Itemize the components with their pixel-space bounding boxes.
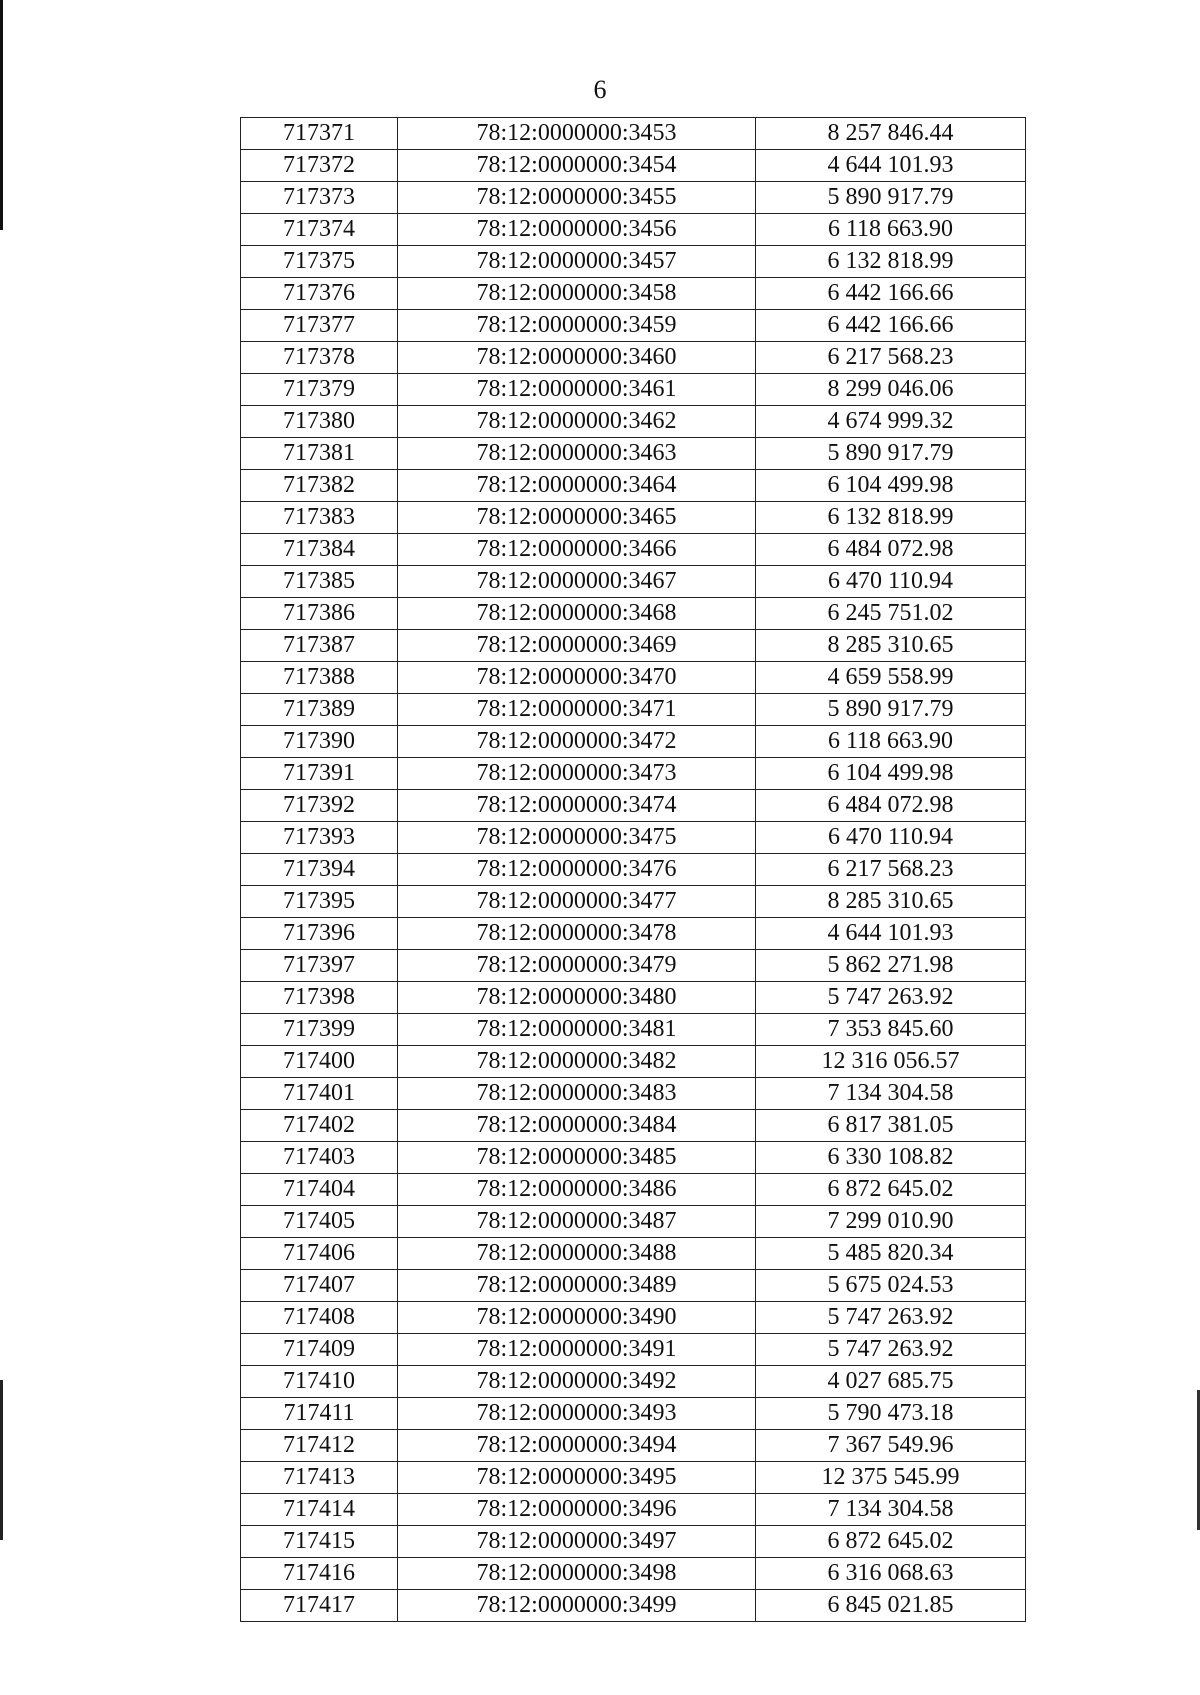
value-cell: 8 257 846.44: [756, 118, 1026, 150]
value-cell: 5 747 263.92: [756, 982, 1026, 1014]
value-cell: 6 217 568.23: [756, 342, 1026, 374]
cadastral-number-cell: 78:12:0000000:3470: [398, 662, 756, 694]
cadastral-number-cell: 78:12:0000000:3465: [398, 502, 756, 534]
value-cell: 5 890 917.79: [756, 182, 1026, 214]
table-row: [241, 854, 1026, 886]
cadastral-number-cell: 78:12:0000000:3454: [398, 150, 756, 182]
table-row: [241, 342, 1026, 374]
table-row: [241, 470, 1026, 502]
value-cell: 6 872 645.02: [756, 1526, 1026, 1558]
record-number-cell: 717416: [241, 1558, 398, 1590]
value-cell: 7 134 304.58: [756, 1494, 1026, 1526]
table-row: [241, 118, 1026, 150]
value-cell: 6 118 663.90: [756, 214, 1026, 246]
value-cell: 4 644 101.93: [756, 918, 1026, 950]
record-number-cell: 717400: [241, 1046, 398, 1078]
cadastral-number-cell: 78:12:0000000:3488: [398, 1238, 756, 1270]
cadastral-number-cell: 78:12:0000000:3458: [398, 278, 756, 310]
record-number-cell: 717374: [241, 214, 398, 246]
cadastral-number-cell: 78:12:0000000:3472: [398, 726, 756, 758]
scan-edge-mark: [0, 0, 3, 230]
records-table-body: [241, 118, 1026, 1622]
record-number-cell: 717396: [241, 918, 398, 950]
value-cell: 5 790 473.18: [756, 1398, 1026, 1430]
record-number-cell: 717387: [241, 630, 398, 662]
record-number-cell: 717376: [241, 278, 398, 310]
record-number-cell: 717406: [241, 1238, 398, 1270]
record-number-cell: 717407: [241, 1270, 398, 1302]
cadastral-number-cell: 78:12:0000000:3487: [398, 1206, 756, 1238]
value-cell: 6 104 499.98: [756, 758, 1026, 790]
record-number-cell: 717378: [241, 342, 398, 374]
cadastral-number-cell: 78:12:0000000:3490: [398, 1302, 756, 1334]
record-number-cell: 717415: [241, 1526, 398, 1558]
value-cell: 6 245 751.02: [756, 598, 1026, 630]
table-row: [241, 502, 1026, 534]
value-cell: 6 442 166.66: [756, 310, 1026, 342]
cadastral-number-cell: 78:12:0000000:3485: [398, 1142, 756, 1174]
record-number-cell: 717401: [241, 1078, 398, 1110]
cadastral-number-cell: 78:12:0000000:3469: [398, 630, 756, 662]
table-row: [241, 982, 1026, 1014]
table-row: [241, 1334, 1026, 1366]
table-row: [241, 1398, 1026, 1430]
record-number-cell: 717403: [241, 1142, 398, 1174]
cadastral-number-cell: 78:12:0000000:3499: [398, 1590, 756, 1622]
page-number: 6: [593, 75, 607, 104]
table-row: [241, 1270, 1026, 1302]
record-number-cell: 717372: [241, 150, 398, 182]
cadastral-number-cell: 78:12:0000000:3494: [398, 1430, 756, 1462]
table-row: [241, 1590, 1026, 1622]
record-number-cell: 717404: [241, 1174, 398, 1206]
value-cell: 12 375 545.99: [756, 1462, 1026, 1494]
value-cell: 6 217 568.23: [756, 854, 1026, 886]
record-number-cell: 717412: [241, 1430, 398, 1462]
record-number-cell: 717391: [241, 758, 398, 790]
value-cell: 6 330 108.82: [756, 1142, 1026, 1174]
cadastral-number-cell: 78:12:0000000:3481: [398, 1014, 756, 1046]
cadastral-number-cell: 78:12:0000000:3460: [398, 342, 756, 374]
record-number-cell: 717384: [241, 534, 398, 566]
record-number-cell: 717392: [241, 790, 398, 822]
value-cell: 6 845 021.85: [756, 1590, 1026, 1622]
record-number-cell: 717380: [241, 406, 398, 438]
value-cell: 4 644 101.93: [756, 150, 1026, 182]
record-number-cell: 717413: [241, 1462, 398, 1494]
table-row: [241, 1142, 1026, 1174]
table-row: [241, 1110, 1026, 1142]
cadastral-number-cell: 78:12:0000000:3473: [398, 758, 756, 790]
table-row: [241, 1238, 1026, 1270]
cadastral-number-cell: 78:12:0000000:3483: [398, 1078, 756, 1110]
cadastral-number-cell: 78:12:0000000:3462: [398, 406, 756, 438]
table-row: [241, 694, 1026, 726]
table-row: [241, 310, 1026, 342]
cadastral-number-cell: 78:12:0000000:3467: [398, 566, 756, 598]
record-number-cell: 717383: [241, 502, 398, 534]
record-number-cell: 717411: [241, 1398, 398, 1430]
value-cell: 6 316 068.63: [756, 1558, 1026, 1590]
record-number-cell: 717389: [241, 694, 398, 726]
table-row: [241, 630, 1026, 662]
table-row: [241, 918, 1026, 950]
table-row: [241, 182, 1026, 214]
record-number-cell: 717377: [241, 310, 398, 342]
cadastral-number-cell: 78:12:0000000:3459: [398, 310, 756, 342]
value-cell: 4 659 558.99: [756, 662, 1026, 694]
value-cell: 6 484 072.98: [756, 534, 1026, 566]
record-number-cell: 717408: [241, 1302, 398, 1334]
value-cell: 6 817 381.05: [756, 1110, 1026, 1142]
record-number-cell: 717375: [241, 246, 398, 278]
table-row: [241, 1014, 1026, 1046]
value-cell: 6 132 818.99: [756, 246, 1026, 278]
record-number-cell: 717395: [241, 886, 398, 918]
table-row: [241, 1494, 1026, 1526]
record-number-cell: 717390: [241, 726, 398, 758]
cadastral-number-cell: 78:12:0000000:3492: [398, 1366, 756, 1398]
record-number-cell: 717388: [241, 662, 398, 694]
cadastral-number-cell: 78:12:0000000:3466: [398, 534, 756, 566]
value-cell: 8 285 310.65: [756, 886, 1026, 918]
value-cell: 6 118 663.90: [756, 726, 1026, 758]
table-row: [241, 534, 1026, 566]
cadastral-number-cell: 78:12:0000000:3489: [398, 1270, 756, 1302]
cadastral-number-cell: 78:12:0000000:3497: [398, 1526, 756, 1558]
value-cell: 8 285 310.65: [756, 630, 1026, 662]
table-row: [241, 278, 1026, 310]
table-row: [241, 374, 1026, 406]
table-row: [241, 246, 1026, 278]
value-cell: 5 890 917.79: [756, 694, 1026, 726]
value-cell: 5 747 263.92: [756, 1334, 1026, 1366]
cadastral-number-cell: 78:12:0000000:3480: [398, 982, 756, 1014]
value-cell: 5 675 024.53: [756, 1270, 1026, 1302]
value-cell: 6 104 499.98: [756, 470, 1026, 502]
table-row: [241, 1430, 1026, 1462]
record-number-cell: 717402: [241, 1110, 398, 1142]
record-number-cell: 717371: [241, 118, 398, 150]
table-row: [241, 1206, 1026, 1238]
record-number-cell: 717414: [241, 1494, 398, 1526]
cadastral-number-cell: 78:12:0000000:3493: [398, 1398, 756, 1430]
cadastral-number-cell: 78:12:0000000:3479: [398, 950, 756, 982]
table-row: [241, 950, 1026, 982]
scan-edge-mark: [0, 1380, 3, 1540]
cadastral-number-cell: 78:12:0000000:3498: [398, 1558, 756, 1590]
table-row: [241, 566, 1026, 598]
record-number-cell: 717398: [241, 982, 398, 1014]
record-number-cell: 717386: [241, 598, 398, 630]
cadastral-number-cell: 78:12:0000000:3491: [398, 1334, 756, 1366]
record-number-cell: 717399: [241, 1014, 398, 1046]
table-row: [241, 1462, 1026, 1494]
table-row: [241, 214, 1026, 246]
record-number-cell: 717373: [241, 182, 398, 214]
table-row: [241, 1078, 1026, 1110]
table-row: [241, 1526, 1026, 1558]
record-number-cell: 717393: [241, 822, 398, 854]
cadastral-number-cell: 78:12:0000000:3464: [398, 470, 756, 502]
cadastral-number-cell: 78:12:0000000:3455: [398, 182, 756, 214]
cadastral-number-cell: 78:12:0000000:3486: [398, 1174, 756, 1206]
cadastral-number-cell: 78:12:0000000:3457: [398, 246, 756, 278]
table-row: [241, 758, 1026, 790]
record-number-cell: 717409: [241, 1334, 398, 1366]
record-number-cell: 717385: [241, 566, 398, 598]
value-cell: 6 872 645.02: [756, 1174, 1026, 1206]
records-table: [240, 117, 1026, 1622]
table-row: [241, 790, 1026, 822]
table-row: [241, 662, 1026, 694]
cadastral-number-cell: 78:12:0000000:3453: [398, 118, 756, 150]
record-number-cell: 717405: [241, 1206, 398, 1238]
record-number-cell: 717381: [241, 438, 398, 470]
value-cell: 7 299 010.90: [756, 1206, 1026, 1238]
cadastral-number-cell: 78:12:0000000:3475: [398, 822, 756, 854]
value-cell: 6 470 110.94: [756, 566, 1026, 598]
record-number-cell: 717394: [241, 854, 398, 886]
table-row: [241, 1302, 1026, 1334]
cadastral-number-cell: 78:12:0000000:3463: [398, 438, 756, 470]
table-row: [241, 1046, 1026, 1078]
table-row: [241, 1558, 1026, 1590]
table-row: [241, 150, 1026, 182]
table-row: [241, 1174, 1026, 1206]
value-cell: 6 484 072.98: [756, 790, 1026, 822]
value-cell: 4 027 685.75: [756, 1366, 1026, 1398]
value-cell: 5 862 271.98: [756, 950, 1026, 982]
value-cell: 5 890 917.79: [756, 438, 1026, 470]
cadastral-number-cell: 78:12:0000000:3482: [398, 1046, 756, 1078]
cadastral-number-cell: 78:12:0000000:3496: [398, 1494, 756, 1526]
cadastral-number-cell: 78:12:0000000:3456: [398, 214, 756, 246]
table-row: [241, 406, 1026, 438]
record-number-cell: 717417: [241, 1590, 398, 1622]
cadastral-number-cell: 78:12:0000000:3495: [398, 1462, 756, 1494]
cadastral-number-cell: 78:12:0000000:3484: [398, 1110, 756, 1142]
value-cell: 4 674 999.32: [756, 406, 1026, 438]
record-number-cell: 717410: [241, 1366, 398, 1398]
cadastral-number-cell: 78:12:0000000:3476: [398, 854, 756, 886]
value-cell: 6 132 818.99: [756, 502, 1026, 534]
cadastral-number-cell: 78:12:0000000:3478: [398, 918, 756, 950]
value-cell: 6 442 166.66: [756, 278, 1026, 310]
value-cell: 5 485 820.34: [756, 1238, 1026, 1270]
value-cell: 7 134 304.58: [756, 1078, 1026, 1110]
cadastral-number-cell: 78:12:0000000:3474: [398, 790, 756, 822]
value-cell: 8 299 046.06: [756, 374, 1026, 406]
cadastral-number-cell: 78:12:0000000:3461: [398, 374, 756, 406]
value-cell: 5 747 263.92: [756, 1302, 1026, 1334]
record-number-cell: 717379: [241, 374, 398, 406]
table-row: [241, 886, 1026, 918]
value-cell: 7 353 845.60: [756, 1014, 1026, 1046]
table-row: [241, 438, 1026, 470]
record-number-cell: 717382: [241, 470, 398, 502]
record-number-cell: 717397: [241, 950, 398, 982]
cadastral-number-cell: 78:12:0000000:3468: [398, 598, 756, 630]
value-cell: 6 470 110.94: [756, 822, 1026, 854]
table-row: [241, 1366, 1026, 1398]
table-row: [241, 598, 1026, 630]
value-cell: 12 316 056.57: [756, 1046, 1026, 1078]
cadastral-number-cell: 78:12:0000000:3477: [398, 886, 756, 918]
cadastral-number-cell: 78:12:0000000:3471: [398, 694, 756, 726]
table-row: [241, 726, 1026, 758]
value-cell: 7 367 549.96: [756, 1430, 1026, 1462]
table-row: [241, 822, 1026, 854]
